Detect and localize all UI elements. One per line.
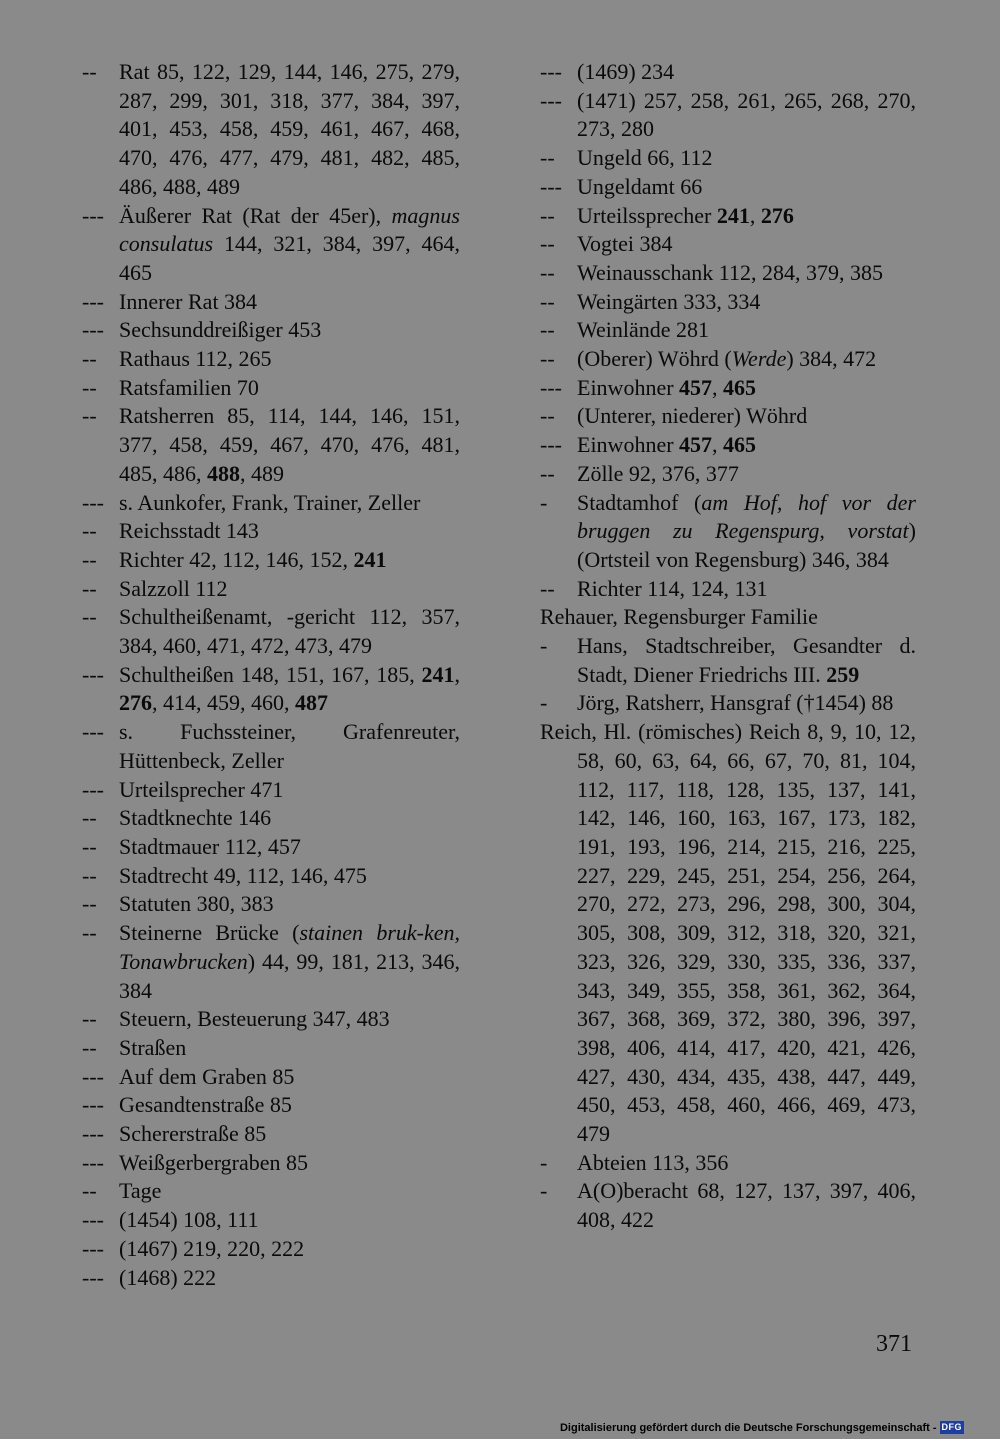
index-entry <box>540 173 916 202</box>
entry-level-dash: --- <box>540 173 562 199</box>
index-entry <box>82 890 460 919</box>
entry-level-dash: -- <box>82 805 97 831</box>
entry-level-dash: -- <box>540 288 555 314</box>
entry-level-dash: -- <box>82 1034 97 1060</box>
entry-text: Stadtmauer 112, 457 <box>119 833 301 859</box>
entry-level-dash: --- <box>82 1207 104 1233</box>
entry-text: Schererstraße 85 <box>119 1121 267 1147</box>
entry-text: 144, 321, 384, 397, 464, 465 <box>119 231 460 285</box>
entry-page-ref-bold: 241 <box>353 546 387 572</box>
entry-text: Stadtknechte 146 <box>119 805 272 831</box>
entry-text: ) 384, 472 <box>786 346 877 372</box>
entry-level-dash: --- <box>82 1121 104 1147</box>
entry-text: , <box>712 432 724 458</box>
index-entry <box>82 804 460 833</box>
entry-level-dash: --- <box>82 1264 104 1290</box>
index-entry <box>540 460 916 489</box>
index-entry <box>82 58 460 202</box>
entry-text: (1468) 222 <box>119 1264 217 1290</box>
entry-page-ref-bold: 488 <box>207 460 240 486</box>
entry-text: Jörg, Ratsherr, Hansgraf (†1454) 88 <box>577 690 894 716</box>
index-entry <box>540 1149 916 1178</box>
entry-text: Rat 85, 122, 129, 144, 146, 275, 279, 287, 299, 301, 318, 377, 384, 397, 401, 453, 458, 459, 461, 467, 468, 470, 476, 477, 479, 481, 482, 485, 486, 488, 489 <box>119 59 460 199</box>
entry-text: Sechsunddreißiger 453 <box>119 317 322 343</box>
entry-level-dash: -- <box>82 374 97 400</box>
entry-level-dash: --- <box>82 1235 104 1261</box>
entry-text: , 489 <box>240 460 284 486</box>
entry-level-dash: --- <box>82 202 104 228</box>
entry-page-ref-bold: 259 <box>826 661 860 687</box>
entry-text: Schultheißen 148, 151, 167, 185, <box>119 661 422 687</box>
entry-text: (Unterer, niederer) Wöhrd <box>577 403 808 429</box>
entry-level-dash: -- <box>82 59 97 84</box>
entry-level-dash: -- <box>82 920 97 946</box>
index-entry <box>540 689 916 718</box>
index-entry <box>82 1206 460 1235</box>
entry-text: Richter 114, 124, 131 <box>577 575 768 601</box>
entry-text: (1454) 108, 111 <box>119 1207 259 1233</box>
entry-text: Weinausschank 112, 284, 379, 385 <box>577 259 883 285</box>
entry-level-dash: --- <box>540 374 562 400</box>
entry-text: Ratsherren 85, 114, 144, 146, 151, 377, 458, 459, 467, 470, 476, 481, 485, 486, <box>119 403 460 486</box>
entry-level-dash: -- <box>540 202 555 228</box>
entry-text: , <box>749 202 761 228</box>
entry-text: Abteien 113, 356 <box>577 1149 729 1175</box>
entry-level-dash: -- <box>82 546 97 572</box>
entry-text: Reichsstadt 143 <box>119 518 259 544</box>
entry-text-italic: Werde <box>731 346 787 372</box>
index-entry <box>540 87 916 144</box>
index-entry <box>540 144 916 173</box>
entry-text: Tage <box>119 1178 162 1204</box>
entry-text: Schultheißenamt, -gericht 112, 357, 384, 460, 471, 472, 473, 479 <box>119 604 460 659</box>
index-entry <box>540 58 916 87</box>
entry-page-ref-bold: 465 <box>723 374 757 400</box>
index-entry <box>82 402 460 488</box>
entry-level-dash: --- <box>82 288 104 314</box>
index-entry <box>82 919 460 1005</box>
index-entry <box>82 1120 460 1149</box>
entry-text: Urteilssprecher <box>577 202 717 228</box>
entry-level-dash: -- <box>540 575 555 601</box>
index-column-right <box>540 58 916 1235</box>
entry-level-dash: -- <box>82 1006 97 1032</box>
entry-level-dash: --- <box>82 317 104 343</box>
entry-level-dash: -- <box>540 231 555 257</box>
entry-page-ref-bold: 465 <box>723 432 757 458</box>
index-entry <box>540 202 916 231</box>
entry-text: Äußerer Rat (Rat der 45er), <box>119 202 392 228</box>
entry-text: (1471) 257, 258, 261, 265, 268, 270, 273, 280 <box>577 87 916 142</box>
entry-level-dash: -- <box>82 346 97 372</box>
index-entry <box>82 1034 460 1063</box>
entry-text: Salzzoll 112 <box>119 575 228 601</box>
entry-page-ref-bold: 241 <box>421 661 455 687</box>
index-entry <box>82 489 460 518</box>
entry-text: Hans, Stadtschreiber, Gesandter d. Stadt, Diener Friedrichs III. <box>577 633 916 687</box>
entry-level-dash: -- <box>540 259 555 285</box>
index-entry <box>82 718 460 775</box>
entry-level-dash: --- <box>82 1063 104 1089</box>
entry-text: (1469) 234 <box>577 59 675 84</box>
index-entry <box>82 1091 460 1120</box>
index-entry <box>82 288 460 317</box>
index-entry <box>82 1235 460 1264</box>
index-entry <box>540 1177 916 1234</box>
entry-text: Steuern, Besteuerung 347, 483 <box>119 1006 390 1032</box>
entry-level-dash: - <box>540 690 548 716</box>
entry-level-dash: -- <box>82 403 97 429</box>
index-entry <box>82 603 460 660</box>
index-entry <box>82 517 460 546</box>
index-entry <box>82 776 460 805</box>
entry-text: ) 44, 99, 181, 213, 346, 384 <box>119 948 460 1003</box>
entry-page-ref-bold: 457 <box>679 432 713 458</box>
entry-text: Ungeldamt 66 <box>577 173 703 199</box>
entry-level-dash: --- <box>540 87 562 113</box>
entry-page-ref-bold: 276 <box>760 202 794 228</box>
index-entry <box>540 345 916 374</box>
entry-page-ref-bold: 487 <box>295 690 328 716</box>
entry-level-dash: -- <box>540 460 555 486</box>
entry-level-dash: -- <box>540 317 555 343</box>
entry-text: Rehauer, Regensburger Familie <box>540 604 818 630</box>
entry-text-italic: stainen bruk-ken, Tonawbrucken <box>119 920 461 974</box>
entry-text: , 414, 459, 460, <box>152 690 295 716</box>
entry-text: Rathaus 112, 265 <box>119 346 272 372</box>
entry-text: (Oberer) Wöhrd ( <box>577 346 732 372</box>
index-entry <box>82 202 460 288</box>
entry-level-dash: -- <box>82 575 97 601</box>
index-entry <box>82 345 460 374</box>
index-entry <box>82 1063 460 1092</box>
entry-text: Straßen <box>119 1034 187 1060</box>
entry-text: s. Aunkofer, Frank, Trainer, Zeller <box>119 489 421 515</box>
entry-text: Einwohner <box>577 374 680 400</box>
entry-text: Reich, Hl. (römisches) Reich 8, 9, 10, 12, 58, 60, 63, 64, 66, 67, 70, 81, 104, 112, 117, 118, 128, 135, 137, 141, 142, 146, 160, 163, 167, 173, 182, 191, 193, 196, 214, 215, 216, 225, 227, 229, 245, 251, 254, 256, 264, 270, 272, 273, 296, 298, 300, 304, 305, 308, 309, 312, 318, 320, 321, 323, 326, 329, 330, 335, 336, 337, 343, 349, 355, 358, 361, 362, 364, 367, 368, 369, 372, 380, 396, 397, 398, 406, 414, 417, 420, 421, 426, 427, 430, 434, 435, 438, 447, 449, 450, 453, 458, 460, 466, 469, 473, 479 <box>540 719 916 1147</box>
entry-page-ref-bold: 241 <box>716 202 750 228</box>
entry-text: Einwohner <box>577 432 680 458</box>
index-column-left <box>82 58 460 1292</box>
entry-text: Weinlände 281 <box>577 317 710 343</box>
entry-level-dash: -- <box>82 1178 97 1204</box>
index-entry <box>82 316 460 345</box>
entry-level-dash: - <box>540 1178 548 1204</box>
index-entry <box>540 575 916 604</box>
entry-level-dash: --- <box>82 661 104 687</box>
entry-text-italic: am Hof, hof vor der bruggen zu Regenspurg, vorstat <box>577 489 916 544</box>
entry-text: Ratsfamilien 70 <box>119 374 259 400</box>
index-entry <box>540 402 916 431</box>
entry-level-dash: --- <box>82 489 104 515</box>
entry-level-dash: --- <box>82 1092 104 1118</box>
index-entry <box>540 259 916 288</box>
index-entry <box>82 862 460 891</box>
entry-level-dash: -- <box>540 403 555 429</box>
entry-level-dash: --- <box>540 432 562 458</box>
entry-text: Steinerne Brücke ( <box>119 920 300 946</box>
entry-page-ref-bold: 276 <box>119 690 152 716</box>
index-entry <box>540 632 916 689</box>
entry-level-dash: -- <box>82 518 97 544</box>
entry-level-dash: --- <box>82 719 104 745</box>
entry-text: , <box>712 374 724 400</box>
entry-text: (1467) 219, 220, 222 <box>119 1235 305 1261</box>
entry-text: Urteilsprecher 471 <box>119 776 284 802</box>
entry-text: Statuten 380, 383 <box>119 891 274 917</box>
index-entry <box>82 575 460 604</box>
index-entry <box>82 374 460 403</box>
index-entry <box>540 718 916 1149</box>
entry-text: Auf dem Graben 85 <box>119 1063 295 1089</box>
page-number: 371 <box>876 1331 912 1357</box>
index-entry <box>540 374 916 403</box>
entry-level-dash: -- <box>540 346 555 372</box>
entry-text: ) (Ortsteil von Regensburg) 346, 384 <box>577 518 916 572</box>
entry-page-ref-bold: 457 <box>679 374 713 400</box>
index-entry <box>82 1177 460 1206</box>
index-entry <box>540 603 916 632</box>
index-entry <box>82 546 460 575</box>
entry-text: Stadtamhof ( <box>577 489 702 515</box>
index-entry <box>82 1264 460 1293</box>
entry-text: , <box>454 661 460 687</box>
entry-level-dash: - <box>540 633 548 659</box>
entry-text: Weingärten 333, 334 <box>577 288 761 314</box>
entry-text: Richter 42, 112, 146, 152, <box>119 546 354 572</box>
dfg-logo: DFG <box>941 1422 962 1432</box>
entry-level-dash: --- <box>82 1149 104 1175</box>
entry-level-dash: -- <box>82 604 97 630</box>
entry-level-dash: -- <box>82 862 97 888</box>
entry-level-dash: - <box>540 489 548 515</box>
entry-text: Innerer Rat 384 <box>119 288 258 314</box>
index-entry <box>540 489 916 575</box>
entry-text: Zölle 92, 376, 377 <box>577 460 739 486</box>
index-entry <box>540 316 916 345</box>
entry-text: Stadtrecht 49, 112, 146, 475 <box>119 862 367 888</box>
index-entry <box>82 1149 460 1178</box>
entry-level-dash: -- <box>540 145 555 171</box>
entry-level-dash: -- <box>82 833 97 859</box>
entry-text: A(O)beracht 68, 127, 137, 397, 406, 408, 422 <box>577 1178 916 1233</box>
index-entry <box>540 288 916 317</box>
index-entry <box>540 230 916 259</box>
entry-text: Vogtei 384 <box>577 231 673 257</box>
index-entry <box>82 833 460 862</box>
index-entry <box>82 661 460 718</box>
entry-level-dash: -- <box>82 891 97 917</box>
index-entry <box>540 431 916 460</box>
entry-text-italic: magnus consulatus <box>119 202 460 257</box>
index-entry <box>82 1005 460 1034</box>
entry-text: Gesandtenstraße 85 <box>119 1092 292 1118</box>
footer-text: Digitalisierung gefördert durch die Deutsche Forschungsgemeinschaft - <box>559 1421 937 1434</box>
entry-text: s. Fuchssteiner, Grafenreuter, Hüttenbeck, Zeller <box>119 719 460 773</box>
entry-level-dash: - <box>540 1149 548 1175</box>
footer-credit <box>560 1421 964 1434</box>
entry-text: Weißgerbergraben 85 <box>119 1149 309 1175</box>
entry-text: Ungeld 66, 112 <box>577 145 713 171</box>
entry-level-dash: --- <box>540 59 562 84</box>
entry-level-dash: --- <box>82 776 104 802</box>
